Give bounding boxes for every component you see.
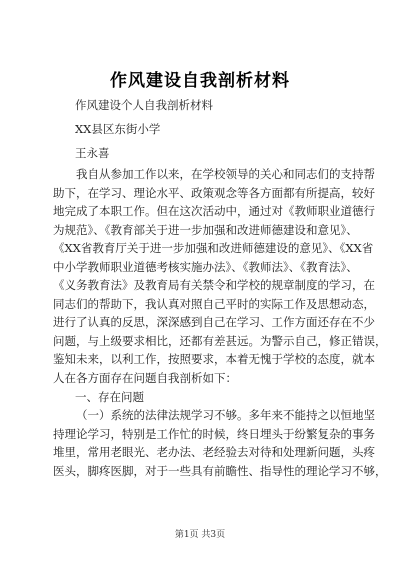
paragraph-line: 人在各方面存在问题自我剖析如下： [53,370,237,385]
section-heading: 一、存在问题 [75,390,144,404]
school-name: XX县区东街小学 [75,122,161,136]
paragraph-line: 鉴知未来，以利工作，按照要求，本着无愧于学校的态度，就本 [53,352,375,366]
paragraph-line: 持理论学习，特别是工作忙的时候，终日埋头于纷繁复杂的事务 [53,426,375,441]
paragraph-line: 中小学教师职业道德考核实施办法》、《教师法》、《教育法》、 [53,259,358,274]
paragraph-line: 《XX省教育厅关于进一步加强和改进师德建设的意见》、《XX省 [53,241,374,255]
paragraph-line: 为规范》、《教育部关于进一步加强和改进师德建设和意见》、 [53,222,358,237]
author-name: 王永喜 [75,146,110,160]
page-number: 第1页 共3页 [174,530,226,540]
document-subtitle: 作风建设个人自我剖析材料 [75,98,213,112]
paragraph-line: 问题，与上级要求相比，还都有差甚远。为警示自己，修正错误， [53,333,387,348]
paragraph-line: 同志们的帮助下，我认真对照自己平时的实际工作及思想动态， [53,296,375,311]
paragraph-line: 我自从参加工作以来，在学校领导的关心和同志们的支持帮 [76,167,375,181]
paragraph-line: 《义务教育法》及教育局有关禁令和学校的规章制度的学习，在 [53,278,375,292]
document-title: 作风建设自我剖析材料 [110,71,290,91]
intro-paragraph [53,165,387,387]
paragraph-line: 地完成了本职工作。但在这次活动中，通过对《教师职业道德行 [53,204,375,218]
section-paragraph [53,406,387,480]
paragraph-line: 堆里，常用老眼光、老办法、老经验去对待和处理新问题，头疼 [53,445,375,459]
paragraph-line: 助下，在学习、理论水平、政策观念等各方面都有所提高，较好 [53,185,375,200]
paragraph-line: （一）系统的法律法规学习不够。多年来不能持之以恒地坚 [76,408,375,422]
paragraph-line: 医头，脚疼医脚，对于一些具有前瞻性、指导性的理论学习不够， [53,463,387,478]
paragraph-line: 进行了认真的反思，深深感到自己在学习、工作方面还存在不少 [53,315,375,329]
